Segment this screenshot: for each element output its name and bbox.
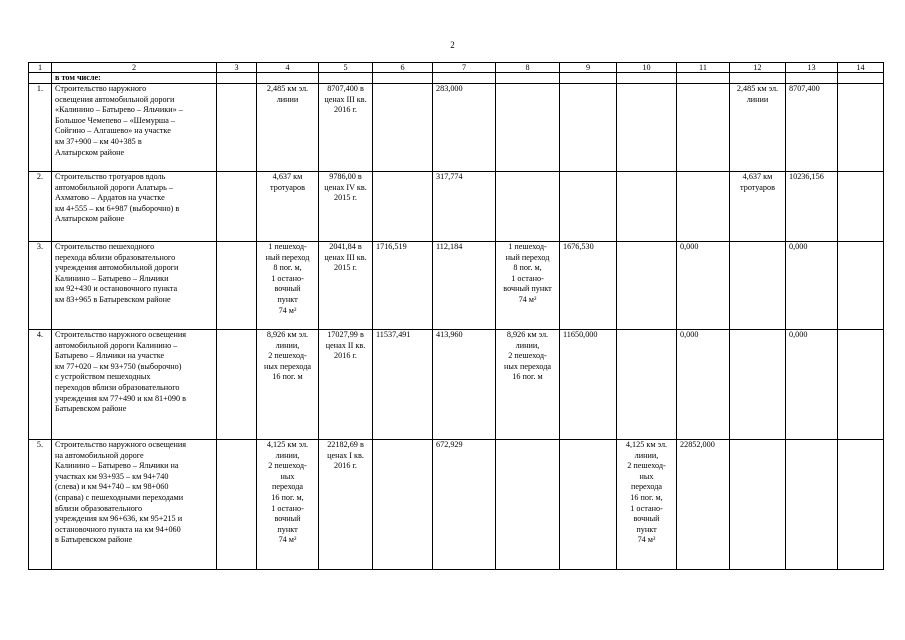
cell-line: ных перехода [263, 361, 312, 371]
cell-line: вочный [633, 514, 660, 524]
cell-line: переходов вблизи образовательного [55, 382, 180, 392]
cell-line: км 92+430 и остановочного пункта [55, 284, 178, 294]
cell-line: 2 пешеход- [627, 461, 666, 471]
cell-c5 [319, 84, 373, 172]
cell-line: 8 пог. м, [513, 263, 542, 273]
cell-line: пункт [636, 524, 657, 534]
cell-line: ных перехода [503, 361, 552, 371]
cell-line: Батырево – Яльчики на участке [55, 351, 165, 361]
cell-c5 [319, 172, 373, 242]
subheader-label: в том числе: [52, 73, 217, 84]
cell-line: 112,184 [436, 242, 463, 251]
cell-line: 317,774 [436, 172, 463, 181]
cell-line: 1676,530 [563, 242, 594, 251]
col-header: 5 [319, 63, 373, 73]
cell-c4 [257, 440, 319, 570]
cell-c6 [373, 172, 433, 242]
cell-line: Алатырском районе [55, 147, 125, 157]
cell-line: 1716,519 [376, 242, 407, 251]
cell-c14 [838, 440, 884, 570]
cell-c7 [433, 330, 496, 440]
cell-line: 8,926 км эл. [506, 330, 549, 339]
cell-c8 [496, 242, 560, 330]
cell-line: Сойгино – Алгашево» на участке [55, 126, 171, 136]
cell-c13 [786, 84, 838, 172]
cell-c14 [838, 330, 884, 440]
cell-c5 [319, 440, 373, 570]
cell-line: 2,485 км эл. [736, 84, 779, 93]
cell-c14 [838, 242, 884, 330]
cell-line: 2015 г. [334, 263, 357, 273]
cell-c9 [560, 84, 617, 172]
cell-line: 2 пешеход- [268, 461, 307, 471]
cell-line: 8,926 км эл. [266, 330, 309, 339]
cell-line: км 77+020 – км 93+750 (выборочно) [55, 361, 182, 371]
cell-c6 [373, 242, 433, 330]
cell-line: 16 пог. м [272, 372, 303, 382]
cell-line: 0,000 [680, 242, 699, 251]
cell-c11 [677, 330, 730, 440]
cell-line: 4,637 км [742, 172, 773, 181]
col-header: 6 [373, 63, 433, 73]
cell-c9 [560, 242, 617, 330]
cell-c1: 1. [29, 84, 52, 172]
col-header: 2 [52, 63, 217, 73]
cell-line: Калинино – Батырево – Яльчики на [55, 461, 179, 471]
cell-c10 [617, 84, 677, 172]
cell-line: 1 остано- [271, 273, 304, 283]
cell-line: 4,125 км эл. [625, 440, 668, 449]
cell-line: ценах II кв. [325, 340, 366, 350]
cell-line: 1 пешеход- [268, 242, 307, 251]
investment-table [28, 62, 884, 570]
page-number: 2 [450, 40, 455, 50]
cell-c7 [433, 440, 496, 570]
cell-line: 1 остано- [630, 503, 663, 513]
cell-line: 0,000 [789, 242, 808, 251]
cell-line: 10236,156 [789, 172, 824, 181]
cell-c1: 3. [29, 242, 52, 330]
cell-line: линии [746, 94, 769, 104]
cell-line: ценах I кв. [327, 450, 364, 460]
cell-c4 [257, 172, 319, 242]
table-row [29, 242, 884, 330]
cell-line: ных [280, 471, 295, 481]
col-header: 10 [617, 63, 677, 73]
cell-line: ных [639, 471, 654, 481]
cell-c11 [677, 440, 730, 570]
cell-c8 [496, 330, 560, 440]
cell-c10 [617, 172, 677, 242]
cell-c7 [433, 172, 496, 242]
cell-line: 17027,99 в [327, 330, 364, 339]
cell-c7 [433, 84, 496, 172]
cell-line: линии, [275, 340, 300, 350]
cell-c12 [730, 172, 786, 242]
cell-c8 [496, 172, 560, 242]
column-numbers-row [29, 63, 884, 73]
cell-line: вблизи образовательного [55, 503, 143, 513]
cell-line: 2041,84 в [329, 242, 362, 251]
cell-line: линии [276, 94, 299, 104]
cell-c13 [786, 242, 838, 330]
cell-line: 4,125 км эл. [266, 440, 309, 449]
cell-c2 [52, 330, 217, 440]
cell-line: ный переход [505, 252, 550, 262]
cell-c9 [560, 172, 617, 242]
cell-line: перехода вблизи образовательного [55, 252, 176, 262]
cell-line: пункт [277, 294, 298, 304]
cell-line: перехода [630, 482, 663, 492]
cell-line: учреждения км 96+636, км 95+215 и [55, 514, 183, 524]
cell-line: 22182,69 в [327, 440, 364, 449]
cell-line: 8707,400 в [327, 84, 364, 93]
table-row [29, 84, 884, 172]
cell-line: 672,929 [436, 440, 463, 449]
cell-line: Большое Чемепево – «Шемурша – [55, 115, 175, 125]
cell-c11 [677, 172, 730, 242]
cell-c12 [730, 440, 786, 570]
cell-line: учреждения км 77+490 и км 81+090 в [55, 393, 186, 403]
cell-c3 [217, 330, 257, 440]
cell-c13 [786, 330, 838, 440]
table-row [29, 440, 884, 570]
cell-line: 74 м² [637, 535, 656, 545]
cell-c3 [217, 172, 257, 242]
cell-line: 1 остано- [271, 503, 304, 513]
cell-line: 2016 г. [334, 105, 357, 115]
cell-line: 16 пог. м [512, 372, 543, 382]
cell-line: 8 пог. м, [273, 263, 302, 273]
cell-line: 2016 г. [334, 351, 357, 361]
cell-line: Алатырском районе [55, 214, 125, 224]
cell-line: 413,960 [436, 330, 463, 339]
cell-line: 74 м² [278, 305, 297, 315]
col-header: 3 [217, 63, 257, 73]
cell-line: вочный [274, 514, 301, 524]
cell-line: 2,485 км эл. [266, 84, 309, 93]
cell-line: 4,637 км [272, 172, 303, 181]
cell-line: км 4+555 – км 6+987 (выборочно) в [55, 203, 180, 213]
cell-line: перехода [271, 482, 304, 492]
cell-line: 11650,000 [563, 330, 598, 339]
cell-line: автомобильной дороги Алатырь – [55, 182, 173, 192]
col-header: 7 [433, 63, 496, 73]
cell-c4 [257, 242, 319, 330]
cell-line: Строительство пешеходного [55, 242, 155, 251]
cell-c11 [677, 84, 730, 172]
cell-line: тротуаров [270, 182, 305, 192]
cell-c9 [560, 440, 617, 570]
cell-c6 [373, 330, 433, 440]
cell-line: автомобильной дороги Калинино – [55, 340, 178, 350]
cell-line: 2016 г. [334, 461, 357, 471]
cell-line: 11537,491 [376, 330, 411, 339]
cell-line: «Калинино – Батырево – Яльчики» – [55, 105, 183, 115]
cell-c2 [52, 242, 217, 330]
cell-line: (справа) с пешеходными переходами [55, 492, 184, 502]
cell-c4 [257, 84, 319, 172]
cell-line: Строительство тротуаров вдоль [55, 172, 166, 181]
cell-c13 [786, 440, 838, 570]
cell-c1: 5. [29, 440, 52, 570]
cell-line: 9786,00 в [329, 172, 362, 181]
cell-line: остановочного пункта на км 94+060 [55, 524, 181, 534]
cell-line: 1 пешеход- [508, 242, 547, 251]
cell-line: вочный пункт [503, 284, 552, 294]
col-header: 9 [560, 63, 617, 73]
cell-line: 0,000 [680, 330, 699, 339]
cell-c8 [496, 440, 560, 570]
cell-c10 [617, 440, 677, 570]
cell-line: освещения автомобильной дороги [55, 94, 175, 104]
cell-c2 [52, 440, 217, 570]
cell-c11 [677, 242, 730, 330]
cell-c10 [617, 242, 677, 330]
cell-line: ценах IV кв. [324, 182, 367, 192]
cell-c2 [52, 84, 217, 172]
table-row [29, 330, 884, 440]
cell-line: тротуаров [740, 182, 775, 192]
cell-line: 2 пешеход- [508, 351, 547, 361]
cell-line: ценах III кв. [324, 252, 367, 262]
cell-c9 [560, 330, 617, 440]
cell-line: с устройством пешеходных [55, 372, 151, 382]
cell-line: на автомобильной дороге [55, 450, 144, 460]
col-header: 4 [257, 63, 319, 73]
cell-line: участках км 93+935 – км 94+740 [55, 471, 169, 481]
cell-c3 [217, 242, 257, 330]
cell-c12 [730, 84, 786, 172]
cell-line: 2 пешеход- [268, 351, 307, 361]
col-header: 12 [730, 63, 786, 73]
cell-line: 1 остано- [511, 273, 544, 283]
cell-line: 74 м² [518, 294, 537, 304]
col-header: 14 [838, 63, 884, 73]
cell-line: вочный [274, 284, 301, 294]
cell-line: Строительство наружного [55, 84, 147, 93]
cell-c3 [217, 440, 257, 570]
cell-c1: 2. [29, 172, 52, 242]
cell-c6 [373, 84, 433, 172]
cell-line: км 37+900 – км 40+385 в [55, 136, 142, 146]
cell-line: 16 пог. м, [271, 492, 304, 502]
cell-c14 [838, 172, 884, 242]
cell-line: (слева) и км 94+740 – км 98+060 [55, 482, 169, 492]
cell-line: 22852,000 [680, 440, 715, 449]
cell-c12 [730, 330, 786, 440]
col-header: 11 [677, 63, 730, 73]
cell-line: Строительство наружного освещения [55, 440, 187, 449]
cell-c1: 4. [29, 330, 52, 440]
cell-line: 0,000 [789, 330, 808, 339]
cell-line: ный переход [265, 252, 310, 262]
cell-line: Ахматово – Ардатов на участке [55, 193, 165, 203]
cell-c3 [217, 84, 257, 172]
cell-line: в Батыревском районе [55, 535, 133, 545]
cell-line: ценах III кв. [324, 94, 367, 104]
cell-line: км 83+965 в Батыревском районе [55, 294, 171, 304]
cell-line: 16 пог. м, [630, 492, 663, 502]
cell-c2 [52, 172, 217, 242]
cell-line: линии, [275, 450, 300, 460]
cell-line: Строительство наружного освещения [55, 330, 187, 339]
cell-c14 [838, 84, 884, 172]
col-header: 8 [496, 63, 560, 73]
col-header: 13 [786, 63, 838, 73]
cell-c12 [730, 242, 786, 330]
cell-line: 283,000 [436, 84, 463, 93]
cell-line: Калинино – Батырево – Яльчики [55, 273, 169, 283]
subheader-row [29, 73, 884, 84]
cell-c13 [786, 172, 838, 242]
cell-c8 [496, 84, 560, 172]
cell-line: Батыревском районе [55, 404, 127, 414]
cell-c5 [319, 330, 373, 440]
cell-line: линии, [634, 450, 659, 460]
cell-c10 [617, 330, 677, 440]
cell-line: 8707,400 [789, 84, 820, 93]
cell-c4 [257, 330, 319, 440]
cell-line: 2015 г. [334, 193, 357, 203]
cell-line: пункт [277, 524, 298, 534]
cell-c6 [373, 440, 433, 570]
cell-c5 [319, 242, 373, 330]
cell-line: 74 м² [278, 535, 297, 545]
table-row [29, 172, 884, 242]
cell-line: учреждения автомобильной дороги [55, 263, 179, 273]
cell-c7 [433, 242, 496, 330]
col-header: 1 [29, 63, 52, 73]
cell-line: линии, [515, 340, 540, 350]
